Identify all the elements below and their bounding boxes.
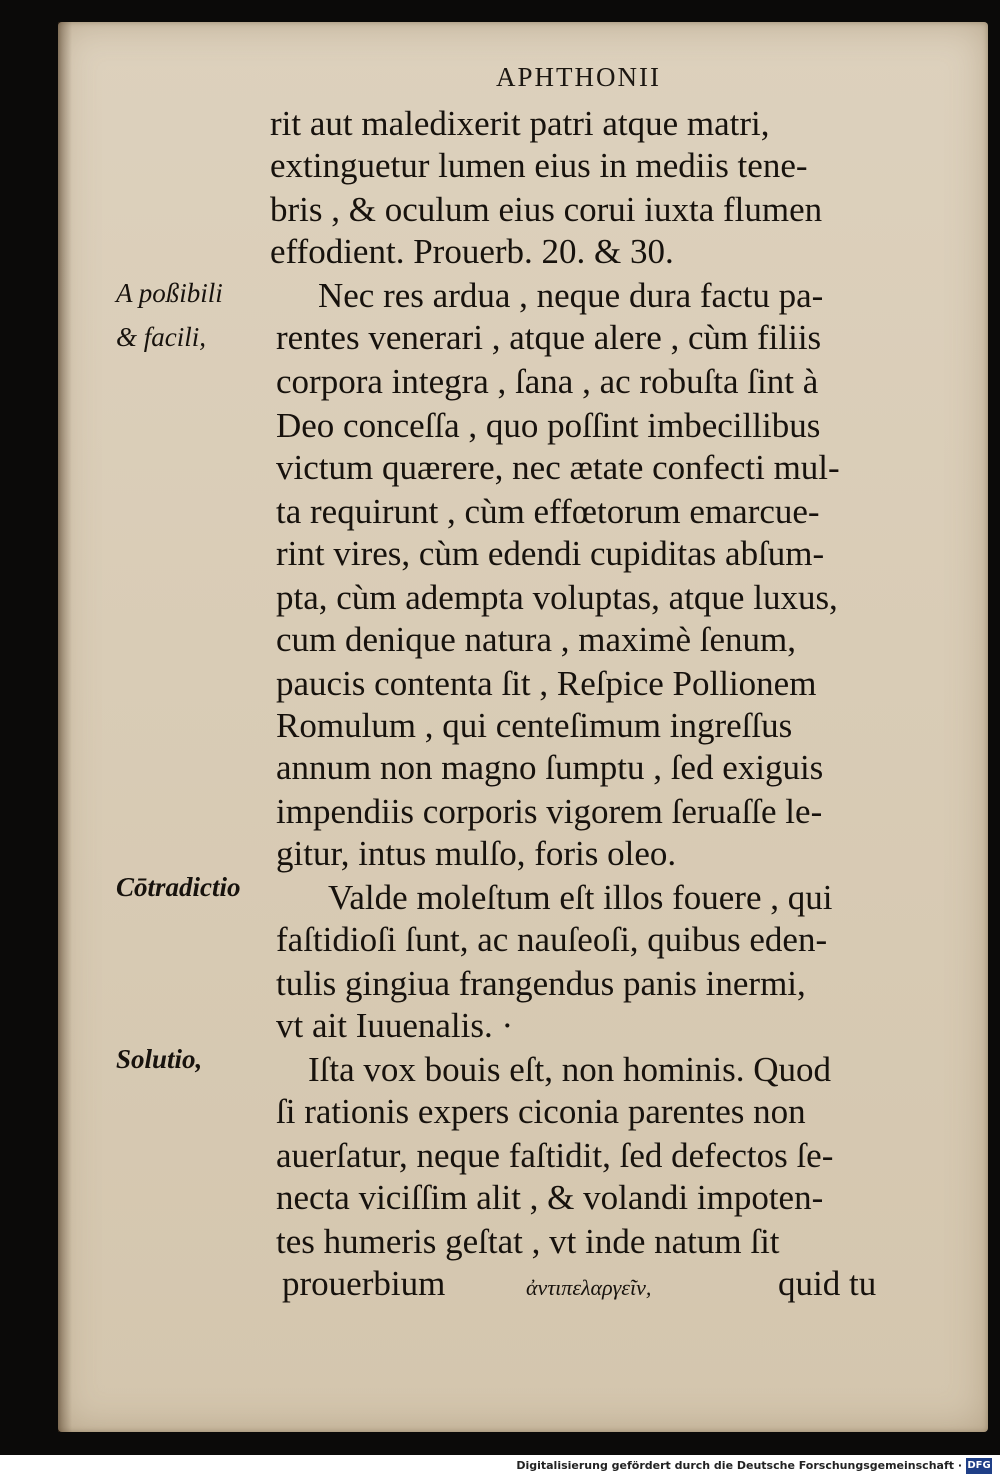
text-line: Iſta vox bouis eſt, non hominis. Quod	[308, 1050, 832, 1089]
text-line: necta viciſſim alit , & volandi impoten-	[276, 1178, 824, 1217]
text-line: extinguetur lumen eius in mediis tene-	[270, 146, 808, 185]
text-line: tes humeris geſtat , vt inde natum ſit	[276, 1222, 780, 1261]
text-line: Romulum , qui centeſimum ingreſſus	[276, 706, 793, 745]
text-line: tulis gingiua frangendus panis inermi,	[276, 964, 806, 1003]
text-line: ſi rationis expers ciconia parentes non	[276, 1092, 806, 1131]
text-line: rint vires, cùm edendi cupiditas abſum-	[276, 534, 825, 573]
text-line: rit aut maledixerit patri atque matri,	[270, 104, 770, 143]
greek-word: ἀντιπελαργεῖν,	[526, 1275, 652, 1300]
margin-note: A poßibili	[116, 278, 223, 308]
text-line: victum quærere, nec ætate confecti mul-	[276, 448, 840, 487]
text-line: quid tu	[778, 1264, 877, 1303]
text-line: corpora integra , ſana , ac robuſta ſint à	[276, 362, 819, 401]
text-line: bris , & oculum eius corui iuxta flumen	[270, 190, 823, 229]
text-line: pta, cùm adempta voluptas, atque luxus,	[276, 578, 838, 617]
text-line: Valde moleſtum eſt illos fouere , qui	[328, 878, 833, 917]
text-line: paucis contenta ſit , Reſpice Pollionem	[276, 664, 817, 703]
text-line: prouerbium	[282, 1264, 446, 1303]
text-line: effodient. Prouerb. 20. & 30.	[270, 232, 674, 271]
text-line: gitur, intus mulſo, foris oleo.	[276, 834, 677, 873]
text-line: faſtidioſi ſunt, ac nauſeoſi, quibus eden-	[276, 920, 828, 959]
text-line: Deo conceſſa , quo poſſint imbecillibus	[276, 406, 821, 445]
text-line: annum non magno ſumptu , ſed exiguis	[276, 748, 824, 787]
text-line: ta requirunt , cùm effœtorum emarcue-	[276, 492, 820, 531]
digitization-footer	[0, 1455, 1000, 1479]
text-line: cum denique natura , maximè ſenum,	[276, 620, 796, 659]
text-line: Nec res ardua , neque dura factu pa-	[318, 276, 824, 315]
running-title: APHTHONII	[496, 62, 661, 92]
book-page	[58, 22, 988, 1432]
text-line: impendiis corporis vigorem ſeruaſſe le-	[276, 792, 823, 831]
dfg-logo-icon: DFG	[966, 1458, 992, 1474]
margin-note: & facili,	[116, 322, 206, 352]
text-line: auerſatur, neque faſtidit, ſed defectos ſe-	[276, 1136, 834, 1175]
text-line: rentes venerari , atque alere , cùm filiis	[276, 318, 822, 357]
page-edge-shadow	[58, 22, 72, 1432]
margin-note: Cōtradictio	[116, 872, 241, 902]
text-line: vt ait Iuuenalis. ·	[276, 1006, 514, 1045]
margin-note: Solutio,	[116, 1044, 203, 1074]
footer-credit: Digitalisierung gefördert durch die Deutsche Forschungsgemeinschaft ·	[516, 1459, 962, 1472]
